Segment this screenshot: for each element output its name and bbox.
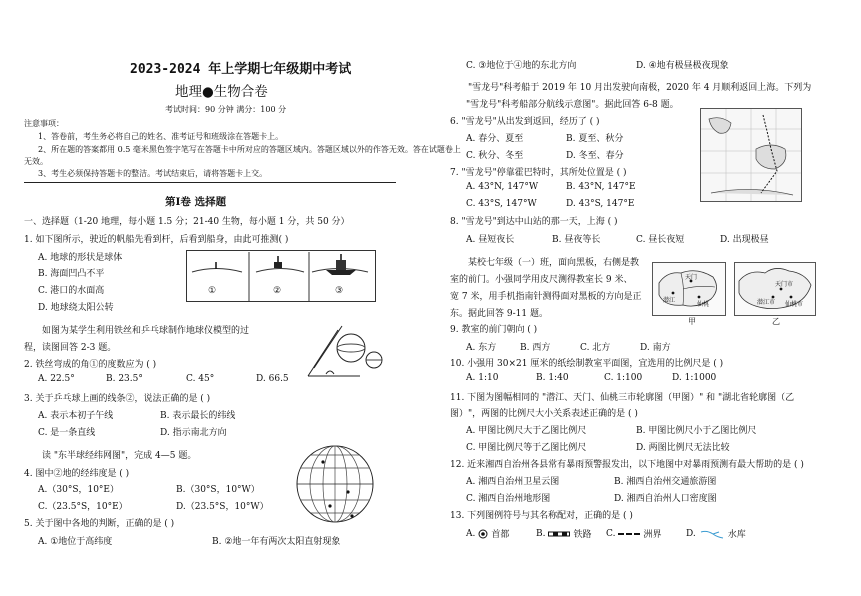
q11-option-a: A. 甲图比例尺大于乙图比例尺	[466, 426, 587, 436]
intro-9-11-line4: 东。据此回答 9-11 题。	[450, 309, 548, 319]
q4-option-a: A.（30°S，10°E）	[38, 485, 120, 495]
q1-option-a: A. 地球的形状是球体	[38, 253, 123, 263]
map-jia-caption: 甲	[688, 317, 696, 326]
q1-option-d: D. 地球绕太阳公转	[38, 303, 114, 313]
q1-option-c: C. 港口的水面高	[38, 286, 105, 296]
q13-option-d	[686, 527, 746, 540]
q12-option-b: B. 湘西自治州交通旅游图	[614, 477, 717, 487]
q8-stem: 8. "雪龙号"到达中山站的那一天，上海 ( )	[450, 217, 618, 227]
q2-stem: 2. 铁丝弯成的角①的度数应为 ( )	[24, 360, 157, 370]
q7-option-b: B. 43°N, 147°E	[566, 182, 636, 192]
map-jia-label-xiantao: 仙桃	[697, 301, 710, 308]
q10-stem: 10. 小强用 30×21 厘米的纸绘制教室平面图，宜选用的比例尺是 ( )	[450, 359, 724, 369]
q8-option-d: D. 出现极昼	[720, 235, 769, 245]
q9-option-a: A. 东方	[466, 343, 497, 353]
q10-option-b: B. 1:40	[536, 373, 569, 383]
q8-option-c: C. 昼长夜短	[636, 235, 685, 245]
intro-4-5: 读 "东半球经纬网图"，完成 4—5 题。	[42, 451, 197, 461]
notes-item-3: 3、考生必须保持答题卡的整洁。考试结束后，请将答题卡上交。	[38, 169, 268, 178]
intro-6-8-line2: "雪龙号"科考船部分航线示意图"。据此回答 6-8 题。	[466, 100, 679, 110]
q6-option-d: D. 冬至、春分	[566, 151, 624, 161]
q8-option-b: B. 昼夜等长	[552, 235, 601, 245]
q13-option-b-letter: B.	[536, 528, 546, 539]
q9-option-b: B. 西方	[520, 343, 551, 353]
q3-option-a: A. 表示本初子午线	[38, 411, 114, 421]
q3-option-c: C. 是一条直线	[38, 428, 96, 438]
q6-option-c: C. 秋分、冬至	[466, 151, 524, 161]
graticule-figure	[290, 440, 380, 528]
q11-option-d: D. 两图比例尺无法比较	[636, 443, 730, 453]
exam-title: 2023-2024 年上学期七年级期中考试	[130, 62, 352, 77]
q7-stem: 7. "雪龙号"停靠霍巴特时，其所处位置是 ( )	[450, 168, 627, 178]
q13-option-b-name: 铁路	[573, 530, 592, 540]
q11-option-b: B. 甲图比例尺小于乙图比例尺	[636, 426, 757, 436]
q2-option-b: B. 23.5°	[106, 374, 143, 384]
intro-9-11-line3: 宽 7 米，用手机指南针测得面对黑板的方向是正	[450, 292, 642, 302]
globe-model-figure	[304, 318, 384, 386]
q7-option-a: A. 43°N, 147°W	[466, 182, 539, 192]
q4-stem: 4. 图中②地的经纬度是 ( )	[24, 469, 130, 479]
q4-option-c: C.（23.5°S，10°E）	[38, 502, 128, 512]
q6-stem: 6. "雪龙号"从出发到返回，经历了 ( )	[450, 117, 600, 127]
section-instruction: 一、选择题（1-20 地理，每小题 1.5 分；21-40 生物，每小题 1 分，共 50 分）	[24, 217, 350, 227]
subtitle-pre: 地理	[175, 84, 202, 100]
q10-option-c: C. 1:100	[604, 373, 643, 383]
notes-item-1: 1、答卷前，考生务必将自己的姓名、准考证号和班级涂在答题卡上。	[38, 132, 284, 141]
fig-label-3: ③	[335, 286, 344, 296]
q13-option-c-name: 洲界	[643, 530, 662, 540]
divider	[24, 182, 396, 183]
route-map-figure	[700, 108, 802, 202]
q13-stem: 13. 下列图例符号与其名称配对，正确的是 ( )	[450, 511, 633, 521]
q3-option-d: D. 指示南北方向	[160, 428, 227, 438]
q7-option-d: D. 43°S, 147°E	[566, 199, 635, 209]
q13-option-a-name: 首都	[491, 530, 510, 540]
q13-option-a-letter: A.	[466, 528, 476, 539]
q7-option-c: C. 43°S, 147°W	[466, 199, 537, 209]
q5-option-c: C. ③地位于④地的东北方向	[466, 61, 577, 71]
q13-option-a	[466, 527, 509, 540]
map-yi-label-qianjiang: 潜江市	[757, 299, 776, 306]
intro-9-11-line1: 某校七年级（一）班，面向黑板，右侧是教	[468, 258, 640, 268]
subtitle-post: 生物合卷	[213, 84, 268, 100]
q10-option-d: D. 1:1000	[672, 373, 717, 383]
exam-subtitle	[175, 80, 268, 100]
q13-option-c-letter: C.	[606, 528, 616, 539]
railway-symbol-icon	[548, 531, 570, 537]
intro-9-11-line2: 室的前门。小强同学用皮尺测得教室长 9 米、	[450, 275, 633, 285]
q9-option-d: D. 南方	[640, 343, 671, 353]
q11-option-c: C. 甲图比例尺等于乙图比例尺	[466, 443, 587, 453]
q11-stem-line1: 11. 下图为图幅相同的 "潜江、天门、仙桃三市轮廓图（甲图）" 和 "湖北省轮廓图（乙	[450, 393, 795, 403]
q1-stem: 1. 如下图所示，驶近的帆船先看到杆，后看到船身，由此可推测( )	[24, 235, 289, 245]
q3-option-b: B. 表示最长的纬线	[160, 411, 236, 421]
capital-symbol-icon	[478, 529, 488, 539]
reservoir-symbol-icon	[699, 528, 725, 540]
q13-option-c	[606, 527, 661, 540]
q5-stem: 5. 关于图中各地的判断，正确的是 ( )	[24, 519, 175, 529]
exam-time-line: 考试时间：90 分钟 满分：100 分	[165, 105, 287, 114]
q10-option-a: A. 1:10	[466, 373, 499, 383]
map-yi	[734, 262, 816, 316]
q6-option-b: B. 夏至、秋分	[566, 134, 624, 144]
map-jia-label-tianmen: 天门	[685, 274, 698, 281]
notes-item-2: 2、所在题的答案都用 0.5 毫米黑色签字笔写在答题卡中所对应的答题区域内。答题区域以外的作答无效。答在试题卷上	[38, 145, 461, 154]
q9-stem: 9. 教室的前门朝向 ( )	[450, 325, 538, 335]
q11-stem-line2: 图）"，两图的比例尺大小关系表述正确的是 ( )	[450, 409, 638, 419]
map-yi-label-xiantao: 仙桃市	[785, 301, 804, 308]
notes-heading: 注意事项：	[24, 119, 64, 128]
q13-option-b	[536, 527, 592, 540]
q4-option-d: D.（23.5°S，10°W）	[176, 502, 269, 512]
q12-option-a: A. 湘西自治州卫星云图	[466, 477, 560, 487]
q12-option-c: C. 湘西自治州地形图	[466, 494, 551, 504]
q8-option-a: A. 昼短夜长	[466, 235, 515, 245]
q13-option-d-letter: D.	[686, 528, 696, 539]
q2-option-c: C. 45°	[186, 374, 215, 384]
q12-option-d: D. 湘西自治州人口密度图	[614, 494, 717, 504]
bullet-dot: ●	[202, 84, 214, 100]
fig-label-2: ②	[273, 286, 282, 296]
q5-option-b: B. ②地一年有两次太阳直射现象	[212, 537, 341, 547]
q5-option-a: A. ①地位于高纬度	[38, 537, 113, 547]
section-title: 第Ⅰ卷 选择题	[165, 196, 227, 208]
continent-boundary-icon	[618, 531, 640, 537]
q5-option-d: D. ④地有极昼极夜现象	[636, 61, 729, 71]
q1-option-b: B. 海面凹凸不平	[38, 269, 105, 279]
q4-option-b: B.（30°S，10°W）	[176, 485, 260, 495]
map-jia	[652, 262, 726, 316]
sailboat-figure	[186, 250, 376, 302]
fig-label-1: ①	[208, 286, 217, 296]
map-jia-label-qianjiang: 潜江	[663, 297, 676, 304]
q12-stem: 12. 近来湘西自治州各县常有暴雨预警报发出，以下地图中对暴雨预测有最大帮助的是 ( )	[450, 460, 804, 470]
q13-option-d-name: 水库	[727, 530, 746, 540]
q6-option-a: A. 春分、夏至	[466, 134, 524, 144]
intro-6-8-line1: "雪龙号"科考船于 2019 年 10 月出发驶向南极，2020 年 4 月顺利返回上海。下列为	[468, 83, 812, 93]
map-yi-caption: 乙	[772, 317, 780, 326]
intro-2-3-line1: 如图为某学生利用铁丝和乒乓球制作地球仪模型的过	[42, 326, 250, 336]
intro-2-3-line2: 程，读图回答 2-3 题。	[24, 343, 117, 353]
q3-stem: 3. 关于乒乓球上画的线条②，说法正确的是 ( )	[24, 394, 211, 404]
q9-option-c: C. 北方	[580, 343, 611, 353]
notes-item-2-cont: 无效。	[24, 157, 48, 166]
q2-option-d: D. 66.5	[256, 374, 289, 384]
q2-option-a: A. 22.5°	[38, 374, 75, 384]
map-yi-label-tianmen: 天门市	[775, 281, 794, 288]
